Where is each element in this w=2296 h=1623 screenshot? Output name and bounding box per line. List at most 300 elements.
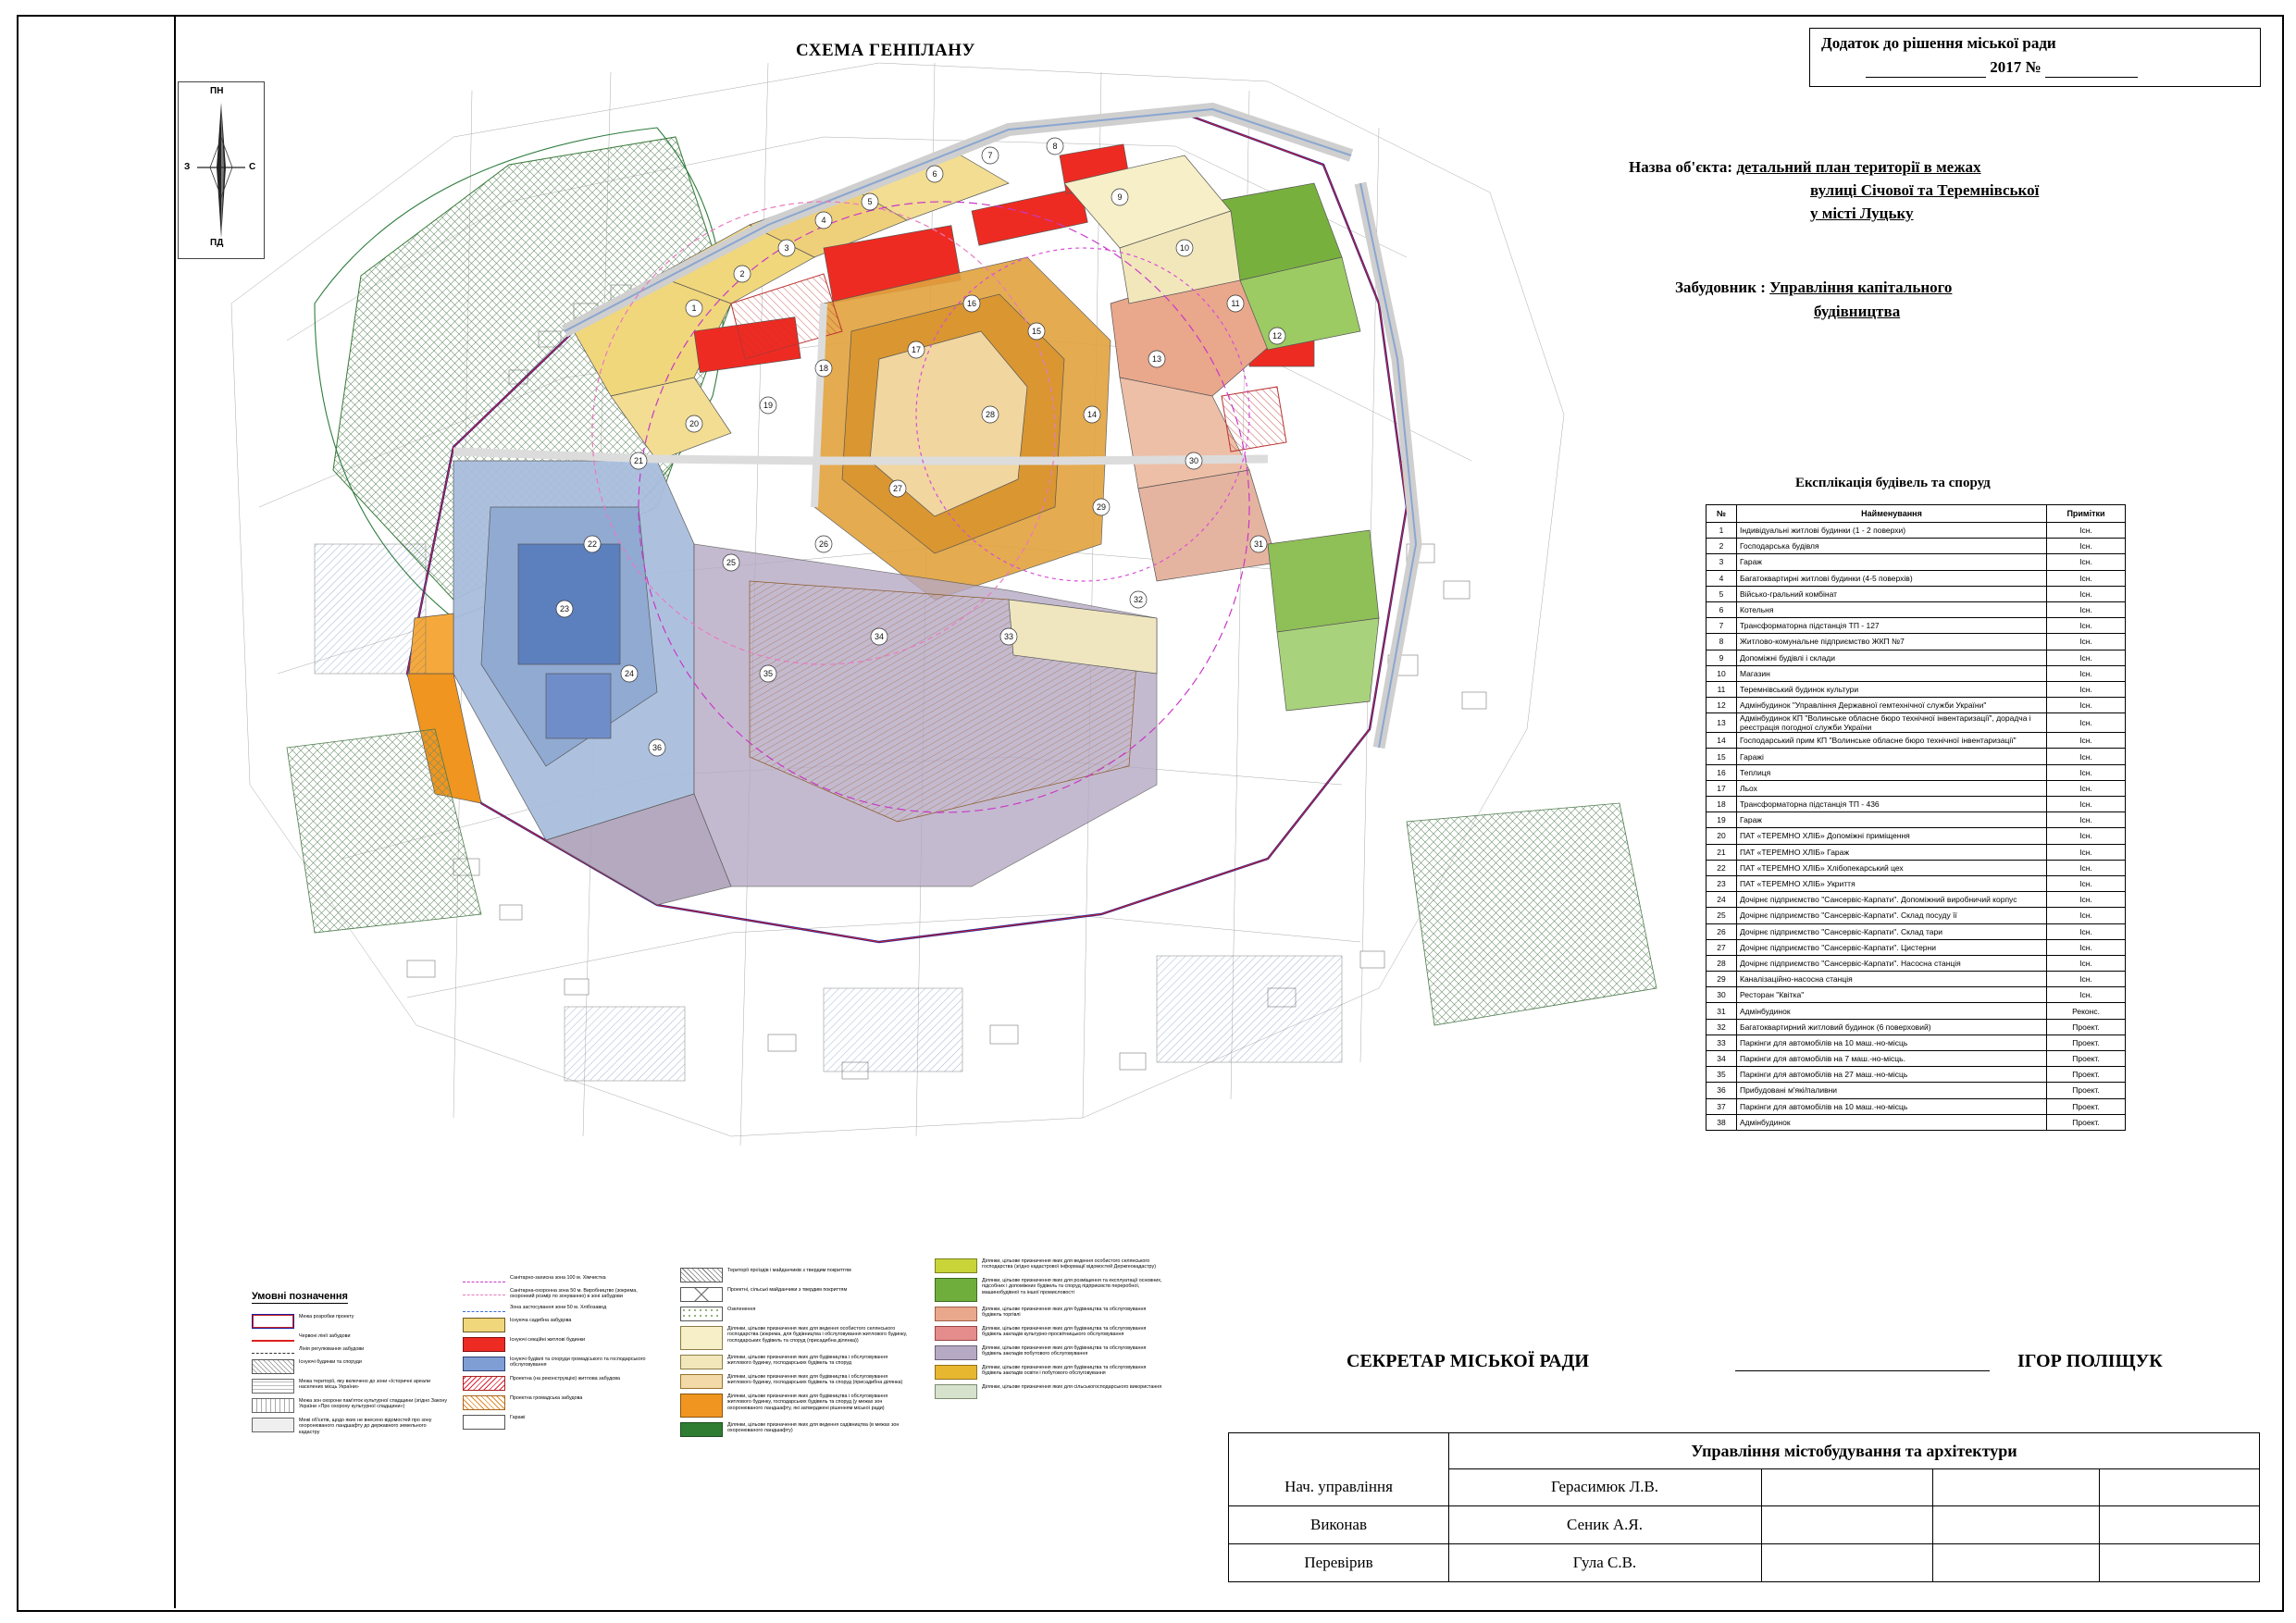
legend-item xyxy=(680,1355,912,1369)
explication-row xyxy=(1706,1114,2126,1130)
explication-table xyxy=(1706,504,2126,1131)
explication-cell-name: Дочірнє підприємство "Сансервіс-Карпати". Насосна станція xyxy=(1737,955,2047,971)
legend-swatch-lilac xyxy=(935,1345,977,1360)
legend-item xyxy=(680,1326,912,1350)
explication-cell-remark: Існ. xyxy=(2047,601,2126,617)
bottom-stamp-role-2: Перевірив xyxy=(1304,1553,1373,1571)
explication-cell-name: Житлово-комунальне підприємство ЖКП №7 xyxy=(1737,634,2047,650)
explication-cell-name: Дочірнє підприємство "Сансервіс-Карпати". Цистерни xyxy=(1737,939,2047,955)
svg-text:30: 30 xyxy=(1188,456,1199,465)
bottom-stamp-name-2: Гула С.В. xyxy=(1572,1553,1637,1571)
explication-row xyxy=(1706,618,2126,634)
svg-text:4: 4 xyxy=(821,216,826,225)
legend-item-label: Території проїздів і майданчиків з твердим покриттям xyxy=(727,1268,851,1273)
svg-text:13: 13 xyxy=(1151,354,1162,364)
explication-cell-num: 15 xyxy=(1706,749,1737,764)
explication-cell-remark: Проект. xyxy=(2047,1114,2126,1130)
svg-text:21: 21 xyxy=(633,456,644,465)
explication-cell-name: Багатоквартирні житлові будинки (4-5 поверхів) xyxy=(1737,570,2047,586)
explication-cell-name: Паркінги для автомобілів на 10 маш.-но-місць xyxy=(1737,1098,2047,1114)
explication-cell-remark: Існ. xyxy=(2047,733,2126,749)
legend-item-label: Ділянки, цільове призначення яких для будівництва та обслуговування будівель закладів освіти і побутового обслуговування xyxy=(982,1365,1147,1377)
legend-item xyxy=(463,1318,659,1332)
explication-cell-name: Адмінбудинок xyxy=(1737,1003,2047,1019)
legend-item-label: Існуючі секційні житлові будинки xyxy=(510,1336,586,1343)
explication-cell-remark: Існ. xyxy=(2047,665,2126,681)
explication-header-remark: Примітки xyxy=(2047,505,2126,523)
explication-row xyxy=(1706,908,2126,923)
explication-cell-num: 29 xyxy=(1706,972,1737,987)
legend-item xyxy=(680,1394,912,1418)
legend-item-label: Ділянки, цільове призначення яких для ведення садівництва (в межах зон охоронюваного ландшафту) xyxy=(727,1422,900,1434)
legend-item xyxy=(252,1398,448,1413)
explication-cell-name: Допоміжні будівлі і склади xyxy=(1737,650,2047,665)
legend-title: Умовні позначення xyxy=(252,1291,348,1302)
legend-item-label: Межа зон охорони пам'яток культурної спадщини (згідно Закону України «Про охорону культурної спадщини») xyxy=(299,1398,448,1410)
svg-text:25: 25 xyxy=(726,558,737,567)
explication-cell-name: Магазин xyxy=(1737,665,2047,681)
site-plan-map[interactable] xyxy=(176,26,1694,1257)
explication-cell-name: Господарський прим КП "Волинське обласне бюро технічної інвентаризації" xyxy=(1737,733,2047,749)
explication-cell-name: Паркінги для автомобілів на 10 маш.-но-місць xyxy=(1737,1035,2047,1050)
explication-row xyxy=(1706,812,2126,828)
legend-item-label: Ділянки, цільове призначення яких для будівництва і обслуговування житлового будинку, господарських будівель та споруд xyxy=(727,1355,888,1367)
bottom-stamp-header: Управління містобудування та архітектури xyxy=(1448,1433,2259,1469)
svg-text:20: 20 xyxy=(689,419,700,428)
legend-swatch-pale-y xyxy=(680,1326,723,1350)
explication-title: Експлікація будівель та споруд xyxy=(1795,476,1991,490)
explication-row xyxy=(1706,860,2126,875)
explication-cell-name: Котельня xyxy=(1737,601,2047,617)
explication-header-name: Найменування xyxy=(1737,505,2047,523)
legend-swatch-magenta-line xyxy=(463,1282,505,1283)
legend-item-label: Санітарна-охоронна зона 50 м. Виробництво (зокрема, охоронний розмір по зонуванню) в зоні забудови xyxy=(510,1288,638,1300)
legend-item-label: Ділянки, цільове призначення яких для будівництва та обслуговування будівель закладів побутового обслуговування xyxy=(982,1345,1147,1357)
legend-item-label: Межа розробки проекту xyxy=(299,1314,354,1319)
legend-item xyxy=(463,1305,659,1313)
svg-text:27: 27 xyxy=(892,484,903,493)
legend-item xyxy=(935,1365,1166,1380)
legend-item-label: Існуючі будівлі та споруди громадського та господарського обслуговування xyxy=(510,1356,646,1369)
legend-item-label: Ділянки, цільове призначення яких для ведення особистого селянського господарства (згідно кадастрової інформації відомостей Держгеокадастру) xyxy=(982,1258,1156,1270)
compass-east-label: С xyxy=(249,162,256,172)
explication-row xyxy=(1706,713,2126,733)
legend-item-label: Зона застосування зони 50 м. Хлібозавод xyxy=(510,1304,607,1310)
explication-cell-remark: Існ. xyxy=(2047,844,2126,860)
svg-text:26: 26 xyxy=(818,539,829,549)
legend-swatch-pale-g xyxy=(935,1384,977,1399)
legend-column-1 xyxy=(252,1314,448,1440)
explication-row xyxy=(1706,554,2126,570)
explication-row xyxy=(1706,698,2126,713)
explication-row xyxy=(1706,955,2126,971)
legend-swatch-orange-hatch xyxy=(463,1395,505,1410)
object-block xyxy=(1629,155,2277,225)
legend-item xyxy=(463,1415,659,1430)
explication-row xyxy=(1706,1019,2126,1035)
explication-cell-name: ПАТ «ТЕРЕМНО ХЛІБ» Хлібопекарський цех xyxy=(1737,860,2047,875)
legend-item xyxy=(463,1288,659,1300)
explication-header-num: № xyxy=(1706,505,1737,523)
compass-west-label: З xyxy=(184,162,191,172)
explication-cell-name: Гараж xyxy=(1737,554,2047,570)
explication-row xyxy=(1706,665,2126,681)
explication-cell-num: 23 xyxy=(1706,875,1737,891)
svg-text:29: 29 xyxy=(1096,502,1107,512)
explication-cell-remark: Існ. xyxy=(2047,586,2126,601)
legend-swatch-salmon xyxy=(935,1307,977,1321)
svg-text:36: 36 xyxy=(652,743,663,752)
explication-row xyxy=(1706,764,2126,780)
object-value-1: детальний план території в межах xyxy=(1736,158,1981,176)
explication-cell-name: Адмінбудинок "Управління Державної гемтехнічної служби України" xyxy=(1737,698,2047,713)
explication-row xyxy=(1706,523,2126,539)
approval-stamp xyxy=(1809,28,2261,87)
explication-row xyxy=(1706,923,2126,939)
svg-text:12: 12 xyxy=(1272,331,1283,341)
svg-text:9: 9 xyxy=(1117,192,1123,202)
explication-cell-name: ПАТ «ТЕРЕМНО ХЛІБ» Допоміжні приміщення xyxy=(1737,828,2047,844)
explication-cell-num: 4 xyxy=(1706,570,1737,586)
explication-row xyxy=(1706,749,2126,764)
explication-cell-remark: Існ. xyxy=(2047,650,2126,665)
legend-item xyxy=(935,1345,1166,1360)
svg-text:6: 6 xyxy=(932,169,937,179)
approval-stamp-line2 xyxy=(1866,58,2138,78)
legend-item xyxy=(252,1346,448,1355)
legend-item-label: Озеленення xyxy=(727,1307,756,1312)
svg-text:22: 22 xyxy=(587,539,598,549)
legend-item xyxy=(252,1418,448,1435)
legend-column-4 xyxy=(935,1258,1166,1404)
explication-cell-remark: Існ. xyxy=(2047,972,2126,987)
sheet-left-margin xyxy=(17,15,176,1608)
legend-swatch-grey-box3 xyxy=(252,1418,294,1432)
legend-swatch-grey-box2 xyxy=(252,1398,294,1413)
explication-row xyxy=(1706,733,2126,749)
explication-cell-remark: Існ. xyxy=(2047,923,2126,939)
explication-cell-num: 17 xyxy=(1706,780,1737,796)
explication-cell-name: Дочірнє підприємство "Сансервіс-Карпати". Склад тари xyxy=(1737,923,2047,939)
explication-cell-name: Адмінбудинок xyxy=(1737,1114,2047,1130)
legend-item-label: Лінія регулювання забудови xyxy=(299,1346,365,1352)
legend-swatch-pale-y2 xyxy=(680,1355,723,1369)
explication-row xyxy=(1706,539,2126,554)
explication-cell-num: 27 xyxy=(1706,939,1737,955)
explication-row xyxy=(1706,987,2126,1003)
legend-item xyxy=(935,1384,1166,1399)
explication-cell-num: 21 xyxy=(1706,844,1737,860)
developer-block xyxy=(1675,276,2286,324)
legend-item-label: Ділянки, цільове призначення яких для будівництва та обслуговування будівель торгівлі xyxy=(982,1307,1147,1319)
svg-text:28: 28 xyxy=(985,410,996,419)
legend-swatch-pale-o xyxy=(680,1374,723,1389)
legend-swatch-yellow-b xyxy=(463,1318,505,1332)
explication-row xyxy=(1706,634,2126,650)
legend-item-label: Ділянки, цільове призначення яких для ведення особистого селянського господарства (зокрема, для будівництва і обслуговування житлового будинку, господарських будівель та споруд (присадибна ділянка)) xyxy=(727,1326,908,1344)
legend-swatch-blue-b xyxy=(463,1357,505,1371)
object-label: Назва об'єкта: xyxy=(1629,158,1733,176)
legend-item-label: Ділянки, цільове призначення яких для будівництва і обслуговування житлового будинку, господарських будівель та споруд (у межах зон охоронюваного ландшафту, які затверджені рішенням міської ради) xyxy=(727,1394,888,1411)
legend-swatch-hatch-d xyxy=(680,1268,723,1282)
explication-cell-num: 38 xyxy=(1706,1114,1737,1130)
explication-cell-remark: Існ. xyxy=(2047,797,2126,812)
plan-title: СХЕМА ГЕНПЛАНУ xyxy=(796,41,975,60)
explication-row xyxy=(1706,939,2126,955)
explication-cell-name: Теплиця xyxy=(1737,764,2047,780)
legend-item xyxy=(680,1422,912,1437)
svg-text:17: 17 xyxy=(911,345,922,354)
explication-cell-name: Гараж xyxy=(1737,812,2047,828)
svg-text:35: 35 xyxy=(763,669,774,678)
legend-item xyxy=(680,1268,912,1282)
svg-text:10: 10 xyxy=(1179,243,1190,253)
explication-cell-remark: Існ. xyxy=(2047,860,2126,875)
explication-cell-remark: Існ. xyxy=(2047,939,2126,955)
legend-swatch-gold xyxy=(935,1365,977,1380)
legend-swatch-orange-s xyxy=(680,1394,723,1418)
explication-row xyxy=(1706,844,2126,860)
explication-cell-name: Адмінбудинок КП "Волинське обласне бюро технічної інвентаризації", дорадча і реєстрація погодної служби України xyxy=(1737,713,2047,733)
explication-cell-num: 5 xyxy=(1706,586,1737,601)
compass-north-label: ПН xyxy=(210,86,224,96)
legend-swatch-green-s xyxy=(680,1422,723,1437)
svg-text:18: 18 xyxy=(818,364,829,373)
explication-cell-num: 22 xyxy=(1706,860,1737,875)
explication-cell-remark: Проект. xyxy=(2047,1083,2126,1098)
explication-row xyxy=(1706,1035,2126,1050)
explication-cell-remark: Існ. xyxy=(2047,828,2126,844)
legend-item xyxy=(252,1359,448,1374)
explication-cell-num: 1 xyxy=(1706,523,1737,539)
explication-cell-remark: Існ. xyxy=(2047,698,2126,713)
legend-item xyxy=(680,1374,912,1389)
svg-text:2: 2 xyxy=(739,269,745,279)
approval-number-label: № xyxy=(2025,58,2042,76)
site-plan-drawing xyxy=(176,26,1694,1257)
explication-cell-num: 12 xyxy=(1706,698,1737,713)
explication-row xyxy=(1706,681,2126,697)
explication-row xyxy=(1706,570,2126,586)
explication-cell-remark: Існ. xyxy=(2047,812,2126,828)
legend-swatch-pink-line xyxy=(463,1295,505,1296)
explication-cell-name: Гаражі xyxy=(1737,749,2047,764)
explication-cell-num: 18 xyxy=(1706,797,1737,812)
developer-value-1: Управління капітального xyxy=(1769,279,1953,296)
explication-cell-num: 32 xyxy=(1706,1019,1737,1035)
explication-cell-num: 26 xyxy=(1706,923,1737,939)
explication-cell-name: Теремнівський будинок культури xyxy=(1737,681,2047,697)
bottom-stamp-name-1: Сеник А.Я. xyxy=(1567,1515,1643,1533)
developer-value-2: будівництва xyxy=(1814,303,1901,320)
secretary-role: СЕКРЕТАР МІСЬКОЇ РАДИ xyxy=(1347,1351,1589,1371)
svg-text:8: 8 xyxy=(1052,142,1058,151)
explication-row xyxy=(1706,1067,2126,1083)
legend-item xyxy=(252,1379,448,1394)
object-value-2: вулиці Січової та Теремнівської xyxy=(1810,181,2040,199)
explication-cell-num: 33 xyxy=(1706,1035,1737,1050)
explication-cell-name: Ресторан "Квітка" xyxy=(1737,987,2047,1003)
explication-row xyxy=(1706,828,2126,844)
explication-cell-name: Льох xyxy=(1737,780,2047,796)
legend-swatch-red-hatch xyxy=(463,1376,505,1391)
svg-text:1: 1 xyxy=(691,304,697,313)
explication-cell-remark: Існ. xyxy=(2047,554,2126,570)
legend-item xyxy=(680,1287,912,1302)
explication-cell-name: Прибудовані м'які/паливни xyxy=(1737,1083,2047,1098)
explication-cell-remark: Існ. xyxy=(2047,987,2126,1003)
explication-row xyxy=(1706,1083,2126,1098)
explication-cell-num: 14 xyxy=(1706,733,1737,749)
legend-item-label: Проектна громадська забудова xyxy=(510,1394,583,1401)
explication-cell-num: 11 xyxy=(1706,681,1737,697)
secretary-name: ІГОР ПОЛІЩУК xyxy=(2017,1351,2163,1371)
explication-cell-name: Трансформаторна підстанція ТП - 436 xyxy=(1737,797,2047,812)
explication-cell-num: 34 xyxy=(1706,1051,1737,1067)
legend-item xyxy=(935,1278,1166,1302)
explication-cell-num: 2 xyxy=(1706,539,1737,554)
svg-text:7: 7 xyxy=(987,151,993,160)
svg-text:14: 14 xyxy=(1086,410,1098,419)
explication-cell-remark: Проект. xyxy=(2047,1019,2126,1035)
explication-cell-remark: Існ. xyxy=(2047,570,2126,586)
explication-row xyxy=(1706,586,2126,601)
legend-swatch-red-blue-border xyxy=(252,1314,294,1329)
explication-cell-name: Дочірнє підприємство "Сансервіс-Карпати". Допоміжний виробничий корпус xyxy=(1737,892,2047,908)
legend-item xyxy=(935,1307,1166,1321)
explication-row xyxy=(1706,780,2126,796)
explication-cell-num: 24 xyxy=(1706,892,1737,908)
approval-year: 2017 xyxy=(1990,58,2022,76)
legend-swatch-plain xyxy=(463,1415,505,1430)
legend-item-label: Гаражі xyxy=(510,1414,526,1420)
explication-cell-remark: Проект. xyxy=(2047,1067,2126,1083)
explication-cell-name: Багатоквартирний житловий будинок (6 поверховий) xyxy=(1737,1019,2047,1035)
explication-cell-num: 19 xyxy=(1706,812,1737,828)
explication-cell-num: 35 xyxy=(1706,1067,1737,1083)
explication-row xyxy=(1706,1003,2126,1019)
svg-text:31: 31 xyxy=(1253,539,1264,549)
bottom-stamp-role-0: Нач. управління xyxy=(1285,1478,1393,1495)
legend-item-label: Існуючі будинки та споруди xyxy=(299,1359,362,1365)
explication-cell-num: 36 xyxy=(1706,1083,1737,1098)
svg-text:24: 24 xyxy=(624,669,635,678)
explication-cell-num: 8 xyxy=(1706,634,1737,650)
explication-cell-remark: Проект. xyxy=(2047,1051,2126,1067)
legend-item-label: Ділянки, цільове призначення яких для розміщення та експлуатації основних, підсобних і допоміжних будівель та споруд підприємств переробної, машинобудівної та іншої промисловості xyxy=(982,1278,1162,1295)
bottom-stamp-name-0: Герасимюк Л.В. xyxy=(1550,1478,1659,1495)
explication-cell-remark: Існ. xyxy=(2047,681,2126,697)
svg-text:33: 33 xyxy=(1003,632,1014,641)
legend-column-3 xyxy=(680,1268,912,1442)
legend-item-label: Межі об'єктів, щодо яких не внесено відомостей про зону охоронюваного ландшафту до державного земельного кадастру xyxy=(299,1418,432,1435)
legend-swatch-red-b xyxy=(463,1337,505,1352)
legend-item-label: Ділянки, цільове призначення яких для сільськогосподарського використання xyxy=(982,1384,1162,1390)
explication-cell-name: Індивідуальні житлові будинки (1 - 2 поверхи) xyxy=(1737,523,2047,539)
explication-cell-remark: Існ. xyxy=(2047,955,2126,971)
explication-row xyxy=(1706,875,2126,891)
explication-row xyxy=(1706,1098,2126,1114)
legend-swatch-dash-line xyxy=(252,1353,294,1355)
explication-cell-num: 7 xyxy=(1706,618,1737,634)
legend-item-label: Червоні лінії забудови xyxy=(299,1333,351,1339)
explication-cell-name: Паркінги для автомобілів на 27 маш.-но-місць xyxy=(1737,1067,2047,1083)
explication-cell-num: 3 xyxy=(1706,554,1737,570)
explication-cell-num: 31 xyxy=(1706,1003,1737,1019)
svg-text:23: 23 xyxy=(559,604,570,613)
explication-cell-remark: Існ. xyxy=(2047,634,2126,650)
legend-item xyxy=(935,1326,1166,1341)
explication-cell-name: Паркінги для автомобілів на 7 маш.-но-місць. xyxy=(1737,1051,2047,1067)
legend-item-label: Проектна (на реконструкцію) житлова забудова xyxy=(510,1375,621,1381)
legend-item xyxy=(463,1275,659,1283)
explication-cell-name: Господарська будівля xyxy=(1737,539,2047,554)
explication-cell-name: ПАТ «ТЕРЕМНО ХЛІБ» Укриття xyxy=(1737,875,2047,891)
legend-item xyxy=(252,1314,448,1329)
legend-item xyxy=(680,1307,912,1321)
explication-header-row xyxy=(1706,505,2126,523)
legend-item xyxy=(463,1337,659,1352)
legend-swatch-green2 xyxy=(935,1278,977,1302)
legend-item xyxy=(463,1357,659,1371)
legend-swatch-hatch-x xyxy=(680,1287,723,1302)
legend-column-2 xyxy=(463,1275,659,1434)
svg-text:11: 11 xyxy=(1231,299,1240,308)
explication-cell-num: 16 xyxy=(1706,764,1737,780)
explication-row xyxy=(1706,972,2126,987)
bottom-stamp-role-1: Виконав xyxy=(1309,1515,1367,1533)
secretary-signature-line xyxy=(1735,1370,1990,1371)
svg-text:16: 16 xyxy=(966,299,977,308)
explication-cell-remark: Існ. xyxy=(2047,749,2126,764)
explication-cell-remark: Існ. xyxy=(2047,875,2126,891)
explication-row xyxy=(1706,797,2126,812)
explication-cell-num: 25 xyxy=(1706,908,1737,923)
svg-text:3: 3 xyxy=(784,243,789,253)
legend-item-label: Проектні, сільські майданчики з твердим покриттям xyxy=(727,1287,848,1293)
legend-item-label: Існуюча садибна забудова xyxy=(510,1317,572,1323)
explication-row xyxy=(1706,1051,2126,1067)
explication-row xyxy=(1706,892,2126,908)
legend-item-label: Межа території, яку включено до зони «Історичні ареали населених місць України» xyxy=(299,1379,431,1391)
legend-swatch-olive xyxy=(935,1258,977,1273)
legend-item xyxy=(935,1258,1166,1273)
explication-cell-remark: Існ. xyxy=(2047,523,2126,539)
explication-cell-remark: Існ. xyxy=(2047,713,2126,733)
explication-cell-num: 10 xyxy=(1706,665,1737,681)
legend-item-label: Санітарно-захисна зона 100 м. Хімчистка xyxy=(510,1275,606,1281)
explication-cell-name: Каналізаційно-насосна станція xyxy=(1737,972,2047,987)
explication-cell-num: 13 xyxy=(1706,713,1737,733)
legend-swatch-blue-line xyxy=(463,1311,505,1313)
explication-cell-num: 30 xyxy=(1706,987,1737,1003)
approval-stamp-line1: Додаток до рішення міської ради xyxy=(1821,34,2056,52)
explication-cell-name: Дочірнє підприємство "Сансервіс-Карпати". Склад посуду її xyxy=(1737,908,2047,923)
legend-swatch-red-line xyxy=(252,1340,294,1342)
legend-item-label: Ділянки, цільове призначення яких для будівництва і обслуговування житлового будинку, господарських будівель та споруд (присадибна ділянка) xyxy=(727,1374,903,1386)
object-value-3: у місті Луцьку xyxy=(1810,204,1914,222)
explication-cell-name: Трансформаторна підстанція ТП - 127 xyxy=(1737,618,2047,634)
legend-item-label: Ділянки, цільове призначення яких для будівництва та обслуговування будівель закладів культурно-просвітницького обслуговування xyxy=(982,1326,1147,1338)
svg-text:5: 5 xyxy=(867,197,873,206)
explication-cell-remark: Проект. xyxy=(2047,1035,2126,1050)
legend-item xyxy=(463,1376,659,1391)
legend-swatch-hatch-thin xyxy=(252,1359,294,1374)
legend-swatch-grey-box xyxy=(252,1379,294,1394)
explication-cell-remark: Існ. xyxy=(2047,892,2126,908)
explication-cell-num: 37 xyxy=(1706,1098,1737,1114)
explication-row xyxy=(1706,601,2126,617)
